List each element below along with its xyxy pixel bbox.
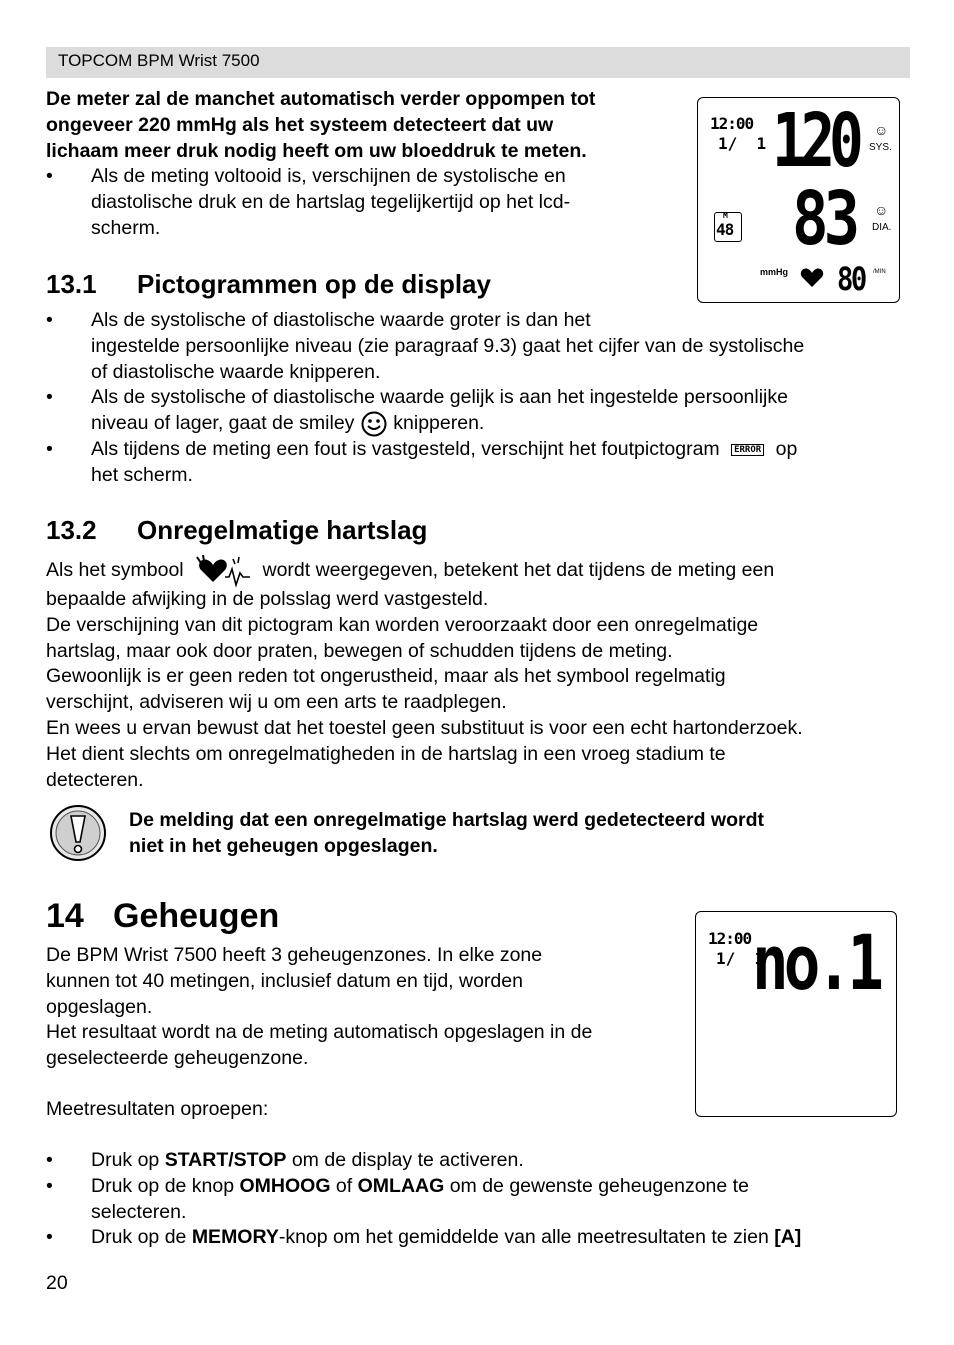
text-line: Als de systolische of diastolische waarde gelijk is aan het ingestelde persoonlijke (91, 386, 788, 408)
text-line: En wees u ervan bewust dat het toestel geen substituut is voor een echt hartonderzoek. (46, 716, 803, 739)
section-13-2-title: Onregelmatige hartslag (137, 515, 428, 545)
text-line: De BPM Wrist 7500 heeft 3 geheugenzones. In elke zone (46, 944, 543, 966)
text-line: ongeveer 220 mmHg als het systeem detecteert dat uw (46, 113, 554, 136)
text-line: Als het symbool wordt weergegeven, betekent het dat tijdens de meting een (46, 555, 803, 587)
lcd-memory-zone: no.1 (752, 918, 880, 1007)
section-13-1-bullet-1 (91, 308, 804, 385)
text-line: scherm. (91, 216, 161, 239)
lcd-date: 1/ 1 (718, 134, 767, 153)
text-line: lichaam meer druk nodig heeft om uw bloeddruk te meten. (46, 139, 587, 162)
page-number: 20 (46, 1272, 68, 1294)
section-14-bullet-1: Druk op START/STOP om de display te activeren. (91, 1149, 524, 1171)
section-13-1-number: 13.1 (46, 269, 97, 299)
lcd-systolic-value: 120 (772, 98, 858, 184)
lcd-unit-label: mmHg (760, 267, 789, 277)
note-text (129, 808, 764, 860)
text-line: selecteren. (91, 1200, 187, 1223)
memory-indicator (714, 212, 742, 242)
text-line: of diastolische waarde knipperen. (91, 360, 381, 383)
bullet-marker: • (46, 386, 53, 408)
section-14-bullet-2 (91, 1174, 749, 1226)
section-13-2-number: 13.2 (46, 515, 97, 545)
smiley-icon (360, 411, 388, 437)
lcd-display-measurement (697, 97, 900, 303)
text-line: Als tijdens de meting een fout is vastgesteld, verschijnt het foutpictogram ERROR op (91, 438, 798, 460)
memory-label: M (723, 211, 728, 220)
lcd-pulse-unit: /MIN (873, 269, 886, 275)
text-line: niveau of lager, gaat de smiley knipperen. (91, 411, 788, 437)
lcd-diastolic-value: 83 (792, 176, 856, 262)
section-13-1-title: Pictogrammen op de display (137, 269, 491, 299)
lcd-pulse-value: 80 (837, 260, 865, 298)
irregular-heartbeat-icon (195, 555, 251, 587)
lcd-sys-label: SYS. (869, 142, 892, 153)
text-line: Gewoonlijk is er geen reden tot ongerustheid, maar als het symbool regelmatig (46, 665, 726, 688)
text-line: opgeslagen. (46, 995, 153, 1018)
text-line: De meter zal de manchet automatisch verder oppompen tot (46, 88, 596, 110)
text-line: niet in het geheugen opgeslagen. (129, 834, 438, 857)
text-line: kunnen tot 40 metingen, inclusief datum en tijd, worden (46, 969, 523, 992)
intro-bullet-text (91, 164, 570, 241)
warning-note-icon (49, 804, 107, 862)
bullet-marker: • (46, 1226, 53, 1248)
header-bar (46, 47, 910, 78)
text-line: ingestelde persoonlijke niveau (zie paragraaf 9.3) gaat het cijfer van de systolische (91, 334, 805, 357)
lcd-time: 12:00 (710, 114, 754, 133)
text-line: Als de systolische of diastolische waarde groter is dan het (91, 309, 591, 331)
text-line: geselecteerde geheugenzone. (46, 1047, 309, 1070)
text-line: Als de meting voltooid is, verschijnen de systolische en (91, 165, 566, 187)
section-14-number: 14 (46, 897, 84, 935)
bullet-marker: • (46, 309, 53, 331)
intro-bold-paragraph (46, 87, 595, 164)
section-13-1-bullet-3 (91, 437, 797, 489)
text-line: Het dient slechts om onregelmatigheden in de hartslag in een vroeg stadium te (46, 742, 726, 765)
text-line: De verschijning van dit pictogram kan worden veroorzaakt door een onregelmatige (46, 613, 759, 636)
text-line: bepaalde afwijking in de polsslag werd vastgesteld. (46, 588, 489, 610)
lcd-display-memory (695, 911, 897, 1117)
section-13-1-bullet-2 (91, 385, 788, 437)
text-line: Het resultaat wordt na de meting automatisch opgeslagen in de (46, 1021, 593, 1044)
bullet-marker: • (46, 1175, 53, 1197)
lcd-date: 1/ 1 (716, 949, 765, 968)
header-title: TOPCOM BPM Wrist 7500 (58, 51, 260, 70)
bullet-marker: • (46, 165, 53, 187)
recall-label: Meetresultaten oproepen: (46, 1098, 269, 1120)
text-line: verschijnt, adviseren wij u om een arts te raadplegen. (46, 691, 507, 714)
smiley-icon: ☺ (874, 122, 889, 138)
smiley-icon: ☺ (874, 202, 889, 218)
text-line: diastolische druk en de hartslag tegelijkertijd op het lcd- (91, 190, 571, 213)
section-14-body (46, 943, 592, 1072)
heart-icon (800, 268, 824, 288)
section-14-bullet-3: Druk op de MEMORY-knop om het gemiddelde van alle meetresultaten te zien [A] (91, 1226, 802, 1248)
lcd-time: 12:00 (708, 929, 752, 948)
lcd-dia-label: DIA. (872, 222, 892, 233)
text-line: De melding dat een onregelmatige hartslag werd gedetecteerd wordt (129, 809, 764, 831)
text-line: Druk op de knop OMHOOG of OMLAAG om de gewenste geheugenzone te (91, 1175, 749, 1197)
bullet-marker: • (46, 1149, 53, 1171)
section-14-title: Geheugen (113, 897, 280, 935)
text-line: hartslag, maar ook door praten, bewegen of schudden tijdens de meting. (46, 639, 673, 662)
text-line: het scherm. (91, 463, 193, 486)
section-13-2-body (46, 555, 803, 793)
text-line: detecteren. (46, 768, 144, 791)
error-icon: ERROR (731, 444, 764, 456)
bullet-marker: • (46, 438, 53, 460)
memory-count: 48 (716, 220, 734, 239)
